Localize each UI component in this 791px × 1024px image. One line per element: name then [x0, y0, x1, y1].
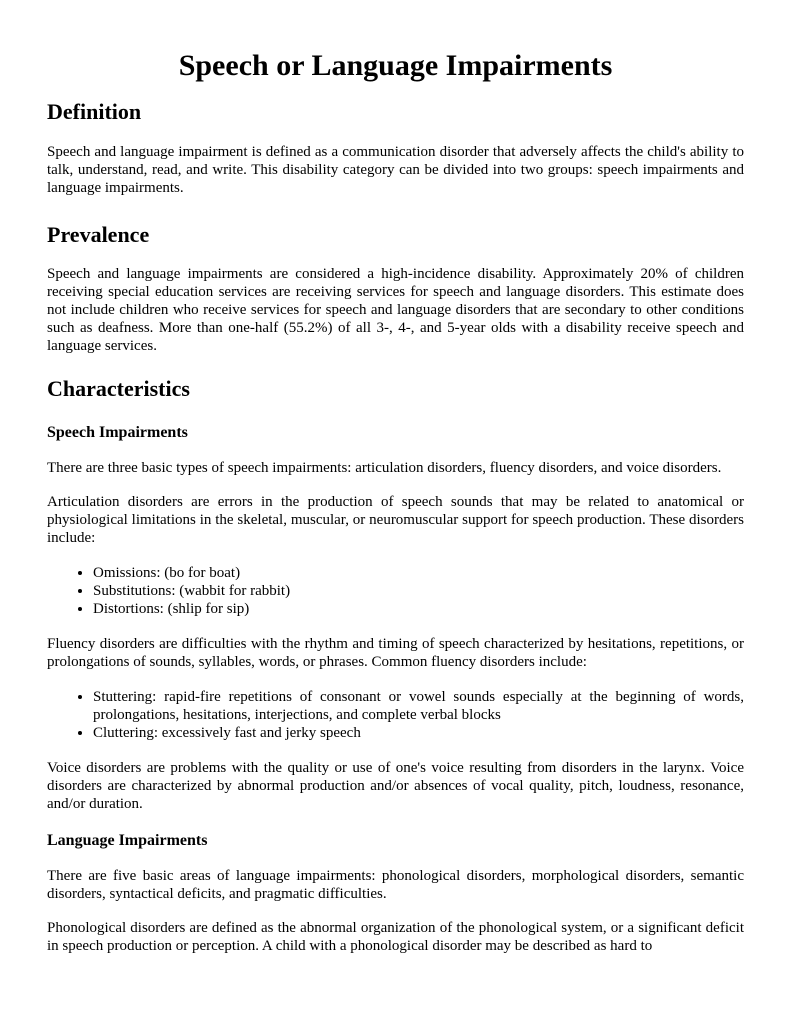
- list-item: • Substitutions: (wabbit for rabbit): [93, 582, 744, 600]
- voice-paragraph: Voice disorders are problems with the quality or use of one's voice resulting from disorders in the larynx. Voice disorders are characterized by abnormal production and/or absences of vocal quality, pitch, loudness, resonance, and/or duration.: [47, 760, 744, 812]
- speech-impairments-heading: Speech Impairments: [47, 424, 188, 441]
- definition-heading: Definition: [47, 99, 142, 124]
- fluency-paragraph: Fluency disorders are difficulties with the rhythm and timing of speech characterized by hesitations, repetitions, or prolongations of sounds, syllables, words, or phrases. Common fluency disorders include:: [47, 636, 744, 670]
- characteristics-heading: Characteristics: [47, 376, 190, 401]
- fluency-list: [47, 688, 744, 742]
- prevalence-paragraph: Speech and language impairments are considered a high-incidence disability. Approximately 20% of children receiving special education services are receiving services for speech and language disorders. This estimate does not include children who receive services for speech and language disorders that are secondary to other conditions such as deafness. More than one-half (55.2%) of all 3-, 4-, and 5-year olds with a disability receive speech and language services.: [47, 266, 744, 354]
- list-item: • Stuttering: rapid-fire repetitions of consonant or vowel sounds especially at the beginning of words, prolongations, hesitations, interjections, and complete verbal blocks: [93, 688, 744, 724]
- document-page: [47, 0, 744, 955]
- language-intro-paragraph: There are five basic areas of language impairments: phonological disorders, morphological disorders, semantic disorders, syntactical deficits, and pragmatic difficulties.: [47, 868, 744, 902]
- prevalence-heading: Prevalence: [47, 222, 150, 247]
- list-item: • Omissions: (bo for boat): [93, 564, 744, 582]
- list-item: • Cluttering: excessively fast and jerky speech: [93, 724, 744, 742]
- phonological-paragraph: Phonological disorders are defined as the abnormal organization of the phonological system, or a significant deficit in speech production or perception. A child with a phonological disorder may be described as hard to: [47, 920, 744, 954]
- language-impairments-heading: Language Impairments: [47, 832, 208, 849]
- definition-paragraph: Speech and language impairment is defined as a communication disorder that adversely affects the child's ability to talk, understand, read, and write. This disability category can be divided into two groups: speech impairments and language impairments.: [47, 144, 744, 196]
- page-title: Speech or Language Impairments: [178, 49, 613, 82]
- speech-intro-paragraph: There are three basic types of speech impairments: articulation disorders, fluency disorders, and voice disorders.: [47, 460, 722, 476]
- list-item: • Distortions: (shlip for sip): [93, 600, 744, 618]
- articulation-paragraph: Articulation disorders are errors in the production of speech sounds that may be related to anatomical or physiological limitations in the skeletal, muscular, or neuromuscular support for speech production. These disorders include:: [47, 494, 744, 546]
- articulation-list: [47, 564, 744, 618]
